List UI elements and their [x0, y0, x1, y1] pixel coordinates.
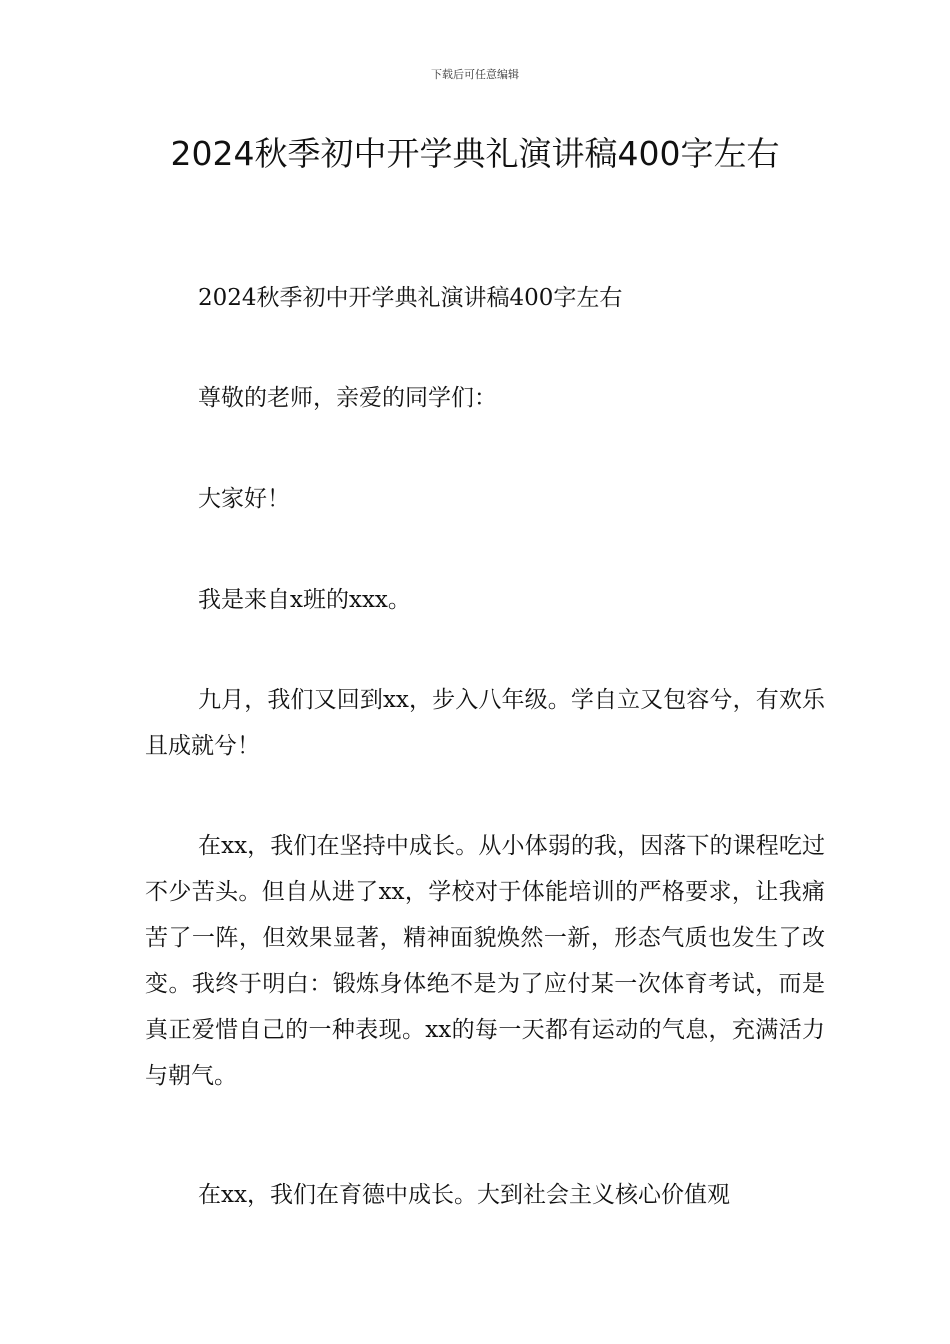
paragraph-text: 2024秋季初中开学典礼演讲稿400字左右: [198, 285, 623, 311]
paragraph-moral: [145, 1172, 825, 1218]
paragraph-text: 在xx，我们在坚持中成长。从小体弱的我，因落下的课程吃过不少苦头。但自从进了xx，学校对于体能培训的严格要求，让我痛苦了一阵，但效果显著，精神面貌焕然一新，形态气质也发生了改变。我终于明白：锻炼身体绝不是为了应付某一次体育考试，而是真正爱惜自己的一种表现。xx的每一天都有运动的气息，充满活力与朝气。: [145, 833, 825, 1089]
paragraph-greeting: [145, 375, 825, 421]
paragraph-text: 尊敬的老师，亲爱的同学们：: [198, 385, 497, 411]
paragraph-text: 在xx，我们在育德中成长。大到社会主义核心价值观: [198, 1182, 730, 1208]
paragraph-text: 我是来自x班的xxx。: [198, 587, 411, 613]
paragraph-hello: [145, 476, 825, 522]
paragraph-september: [145, 677, 825, 769]
header-note: 下载后可任意编辑: [431, 68, 519, 81]
paragraph-persistence: [145, 823, 825, 1099]
paragraph-intro: [145, 577, 825, 623]
paragraph-text: 九月，我们又回到xx，步入八年级。学自立又包容兮，有欢乐且成就兮！: [145, 687, 825, 759]
document-title: 2024秋季初中开学典礼演讲稿400字左右: [170, 134, 780, 173]
paragraph-text: 大家好！: [198, 486, 290, 512]
paragraph-title-repeat: [145, 275, 825, 321]
